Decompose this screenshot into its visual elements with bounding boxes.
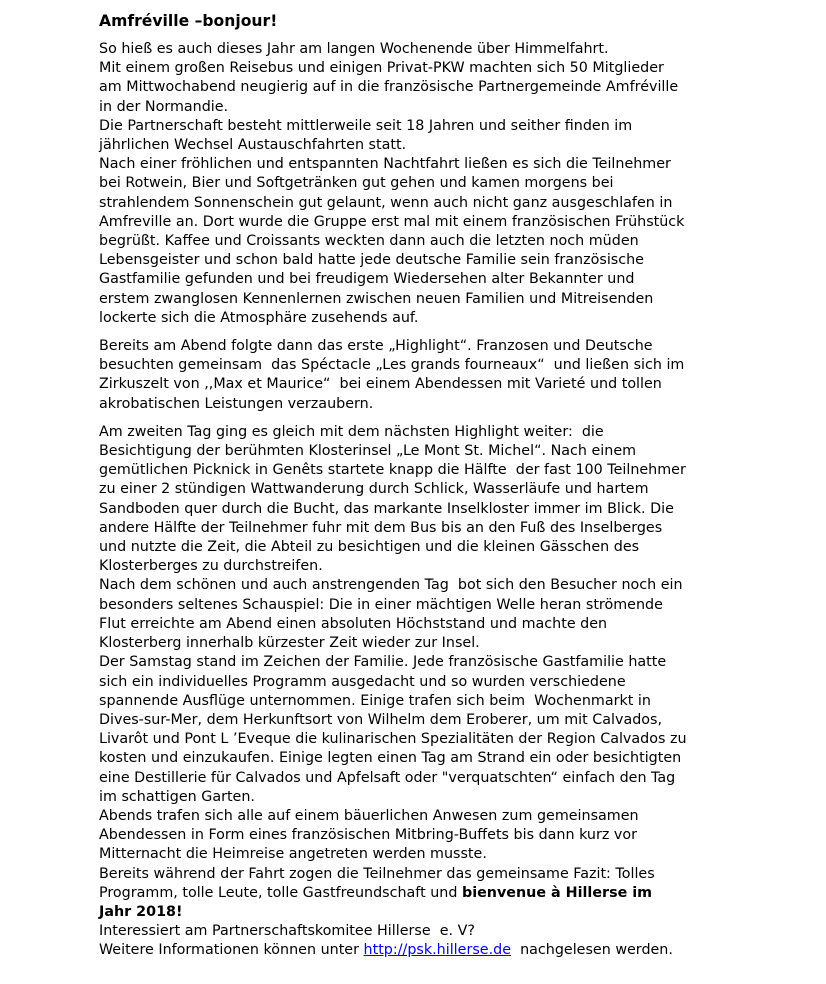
text-line: jährlichen Wechsel Austauschfahrten statt. [99, 137, 407, 154]
closing-line: Bereits während der Fahrt zogen die Teilnehmer das gemeinsame Fazit: Tolles [99, 865, 655, 882]
text-line: besuchten gemeinsam das Spéctacle „Les grands fourneaux“ und ließen sich im [99, 357, 685, 374]
text-line: zu einer 2 stündigen Wattwanderung durch Schlick, Wasserläufe und hartem [99, 481, 649, 498]
text-line: Klosterberges zu durchstreifen. [99, 558, 323, 575]
text-line: Sandboden quer durch die Bucht, das markante Inselkloster immer im Blick. Die [99, 500, 674, 517]
text-line: Nach dem schönen und auch anstrengenden Tag bot sich den Besucher noch ein [99, 577, 683, 594]
text-line: Am zweiten Tag ging es gleich mit dem nächsten Highlight weiter: die [99, 423, 604, 440]
text-line: Klosterberg innerhalb kürzester Zeit wieder zur Insel. [99, 635, 480, 652]
more-info-suffix: nachgelesen werden. [511, 942, 673, 959]
text-line: besonders seltenes Schauspiel: Die in einer mächtigen Welle heran strömende [99, 596, 663, 613]
text-line: Dives-sur-Mer, dem Herkunftsort von Wilhelm dem Eroberer, um mit Calvados, [99, 711, 663, 728]
text-line: Lebensgeister und schon bald hatte jede deutsche Familie sein französische [99, 252, 644, 269]
website-link[interactable]: http://psk.hillerse.de [363, 942, 511, 959]
paragraph-evening [99, 337, 739, 414]
text-line: in der Normandie. [99, 98, 229, 115]
text-line: bei Rotwein, Bier und Softgetränken gut gehen und kamen morgens bei [99, 175, 614, 192]
text-line: gemütlichen Picknick in Genêts startete knapp die Hälfte der fast 100 Teilnehmer [99, 462, 686, 479]
document-title: Amfréville –bonjour! [99, 12, 278, 30]
paragraph-second-day [99, 423, 739, 961]
closing-text: Programm, tolle Leute, tolle Gastfreundschaft und [99, 884, 462, 901]
text-line: Amfreville an. Dort wurde die Gruppe erst mal mit einem französischen Frühstück [99, 213, 685, 230]
text-line: Die Partnerschaft besteht mittlerweile seit 18 Jahren und seither finden im [99, 117, 633, 134]
text-line: im schattigen Garten. [99, 788, 255, 805]
text-line: begrüßt. Kaffee und Croissants weckten dann auch die letzten noch müden [99, 233, 639, 250]
text-line: eine Destillerie für Calvados und Apfelsaft oder "verquatschten“ einfach den Tag [99, 769, 676, 786]
text-line: andere Hälfte der Teilnehmer fuhr mit dem Bus bis an den Fuß des Inselberges [99, 519, 663, 536]
text-line: Abends trafen sich alle auf einem bäuerlichen Anwesen zum gemeinsamen [99, 807, 639, 824]
closing-line-invite [99, 884, 739, 903]
text-line: Zirkuszelt von ,,Max et Maurice“ bei einem Abendessen mit Varieté und tollen [99, 376, 662, 393]
text-line: erstem zwanglosen Kennenlernen zwischen neuen Familien und Mitreisenden [99, 290, 654, 307]
text-line: akrobatischen Leistungen verzaubern. [99, 395, 374, 412]
text-line: Livarôt und Pont L ’Eveque die kulinarischen Spezialitäten der Region Calvados zu [99, 731, 687, 748]
text-line: Der Samstag stand im Zeichen der Familie. Jede französische Gastfamilie hatte [99, 654, 667, 671]
text-line: Bereits am Abend folgte dann das erste „Highlight“. Franzosen und Deutsche [99, 338, 653, 355]
text-line: Abendessen in Form eines französischen Mitbring-Buffets bis dann kurz vor [99, 827, 638, 844]
text-line: sich ein individuelles Programm ausgedacht und so wurden verschiedene [99, 673, 626, 690]
more-info-text: Weitere Informationen können unter [99, 942, 364, 959]
text-line: Gastfamilie gefunden und bei freudigem Wiedersehen alter Bekannter und [99, 271, 635, 288]
invitation-year-bold: Jahr 2018! [99, 903, 183, 920]
text-line: spannende Ausflüge unternommen. Einige trafen sich beim Wochenmarkt in [99, 692, 651, 709]
more-info-line [99, 941, 739, 960]
text-line: und nutzte die Zeit, die Abteil zu besichtigen und die kleinen Gässchen des [99, 539, 640, 556]
text-line: Flut erreichte am Abend einen absoluten Höchststand und machte den [99, 615, 608, 632]
document-body [99, 10, 739, 961]
paragraph-arrival [99, 40, 739, 328]
text-line: Nach einer fröhlichen und entspannten Nachtfahrt ließen es sich die Teilnehmer [99, 156, 671, 173]
text-line: Mitternacht die Heimreise angetreten werden musste. [99, 846, 487, 863]
committee-question: Interessiert am Partnerschaftskomitee Hillerse e. V? [99, 923, 475, 940]
text-line: Mit einem großen Reisebus und einigen Privat-PKW machten sich 50 Mitglieder [99, 60, 664, 77]
text-line: strahlendem Sonnenschein gut gelaunt, wenn auch nicht ganz ausgeschlafen in [99, 194, 673, 211]
text-line: kosten und einzukaufen. Einige legten einen Tag am Strand ein oder besichtigten [99, 750, 682, 767]
text-line: So hieß es auch dieses Jahr am langen Wochenende über Himmelfahrt. [99, 41, 609, 57]
text-line: am Mittwochabend neugierig auf in die französische Partnergemeinde Amfréville [99, 79, 679, 96]
text-line: lockerte sich die Atmosphäre zusehends auf. [99, 309, 419, 326]
invitation-bold: bienvenue à Hillerse im [461, 884, 653, 901]
text-line: Besichtigung der berühmten Klosterinsel „Le Mont St. Michel“. Nach einem [99, 443, 637, 460]
